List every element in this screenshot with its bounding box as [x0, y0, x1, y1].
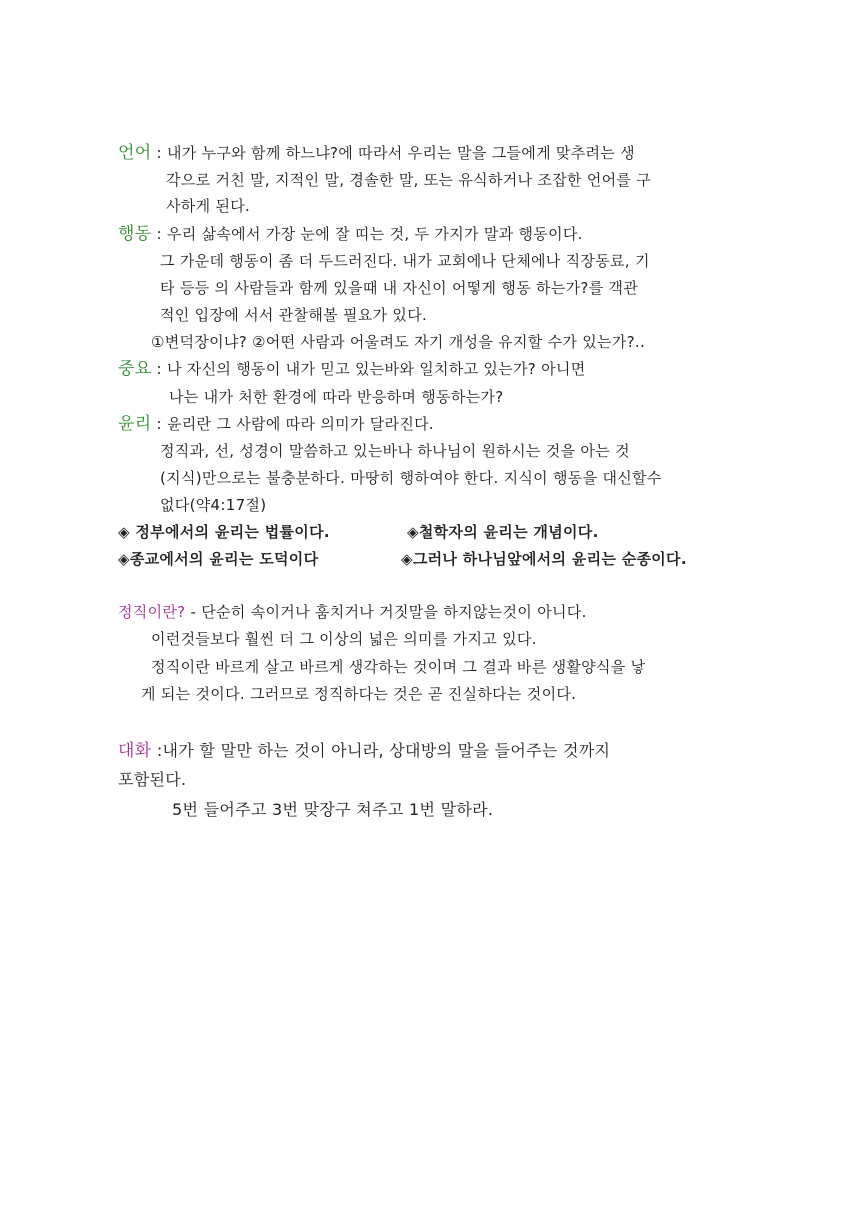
bullet-religion: ◈종교에서의 윤리는 도덕이다: [118, 550, 319, 568]
action-line-4: 적인 입장에 서서 관찰해볼 필요가 있다.: [160, 306, 428, 324]
term-dialogue: 대화: [118, 741, 152, 761]
honesty-line-3: 정직이란 바르게 살고 바르게 생각하는 것이며 그 결과 바른 생활양식을 낳: [151, 658, 646, 676]
action-line-3: 타 등등 의 사람들과 함께 있을때 내 자신이 어떻게 행동 하는가?를 객관: [160, 279, 639, 297]
important-line-2: 나는 내가 처한 환경에 따라 반응하며 행동하는가?: [169, 388, 504, 406]
bullet-government: ◈ 정부에서의 윤리는 법률이다.: [118, 523, 330, 541]
bullet-god: ◈그러나 하나님앞에서의 윤리는 순종이다.: [401, 550, 687, 568]
dialogue-line-3: 5번 들어주고 3번 맞장구 쳐주고 1번 말하라.: [172, 800, 494, 819]
term-honesty: 정직이란?: [118, 603, 186, 621]
ethics-line-3: (지식)만으로는 불충분하다. 마땅히 행하여야 한다. 지식이 행동을 대신할수: [160, 469, 662, 487]
action-line-5: ①변덕장이냐? ②어떤 사람과 어울려도 자기 개성을 유지할 수가 있는가?..: [151, 333, 646, 351]
language-line-2: 각으로 거친 말, 지적인 말, 경솔한 말, 또는 유식하거나 조잡한 언어를 구: [166, 171, 652, 189]
action-line-2: 그 가운데 행동이 좀 더 두드러진다. 내가 교회에나 단체에나 직장동료, 기: [160, 252, 650, 270]
honesty-line-4: 게 되는 것이다. 그러므로 정직하다는 것은 곧 진실하다는 것이다.: [141, 685, 577, 703]
dialogue-line-2: 포함된다.: [118, 770, 187, 789]
term-ethics: 윤리: [118, 414, 152, 434]
ethics-line-2: 정직과, 선, 성경이 말씀하고 있는바나 하나님이 원하시는 것을 아는 것: [160, 442, 630, 460]
ethics-line-1: 윤리 : 윤리란 그 사람에 따라 의미가 달라진다.: [118, 414, 434, 434]
term-language: 언어: [118, 143, 152, 163]
honesty-line-2: 이런것들보다 훨씬 더 그 이상의 넓은 의미를 가지고 있다.: [151, 630, 537, 648]
action-line-1: 행동 : 우리 삶속에서 가장 눈에 잘 띠는 것, 두 가지가 말과 행동이다.: [118, 224, 583, 244]
ethics-line-4: 없다(약4:17절): [160, 496, 267, 514]
dialogue-line-1: 대화 :내가 할 말만 하는 것이 아니라, 상대방의 말을 들어주는 것까지: [118, 741, 611, 761]
bullet-philosopher: ◈철학자의 윤리는 개념이다.: [407, 523, 599, 541]
term-action: 행동: [118, 224, 152, 244]
language-line-1: 언어 : 내가 누구와 함께 하느냐?에 따라서 우리는 말을 그들에게 맞추려는 생: [118, 143, 635, 163]
honesty-line-1: 정직이란? - 단순히 속이거나 훔치거나 거짓말을 하지않는것이 아니다.: [118, 603, 587, 621]
important-line-1: 중요 : 나 자신의 행동이 내가 믿고 있는바와 일치하고 있는가? 아니면: [118, 359, 586, 379]
language-line-3: 사하게 된다.: [166, 197, 251, 215]
term-important: 중요: [118, 359, 152, 379]
